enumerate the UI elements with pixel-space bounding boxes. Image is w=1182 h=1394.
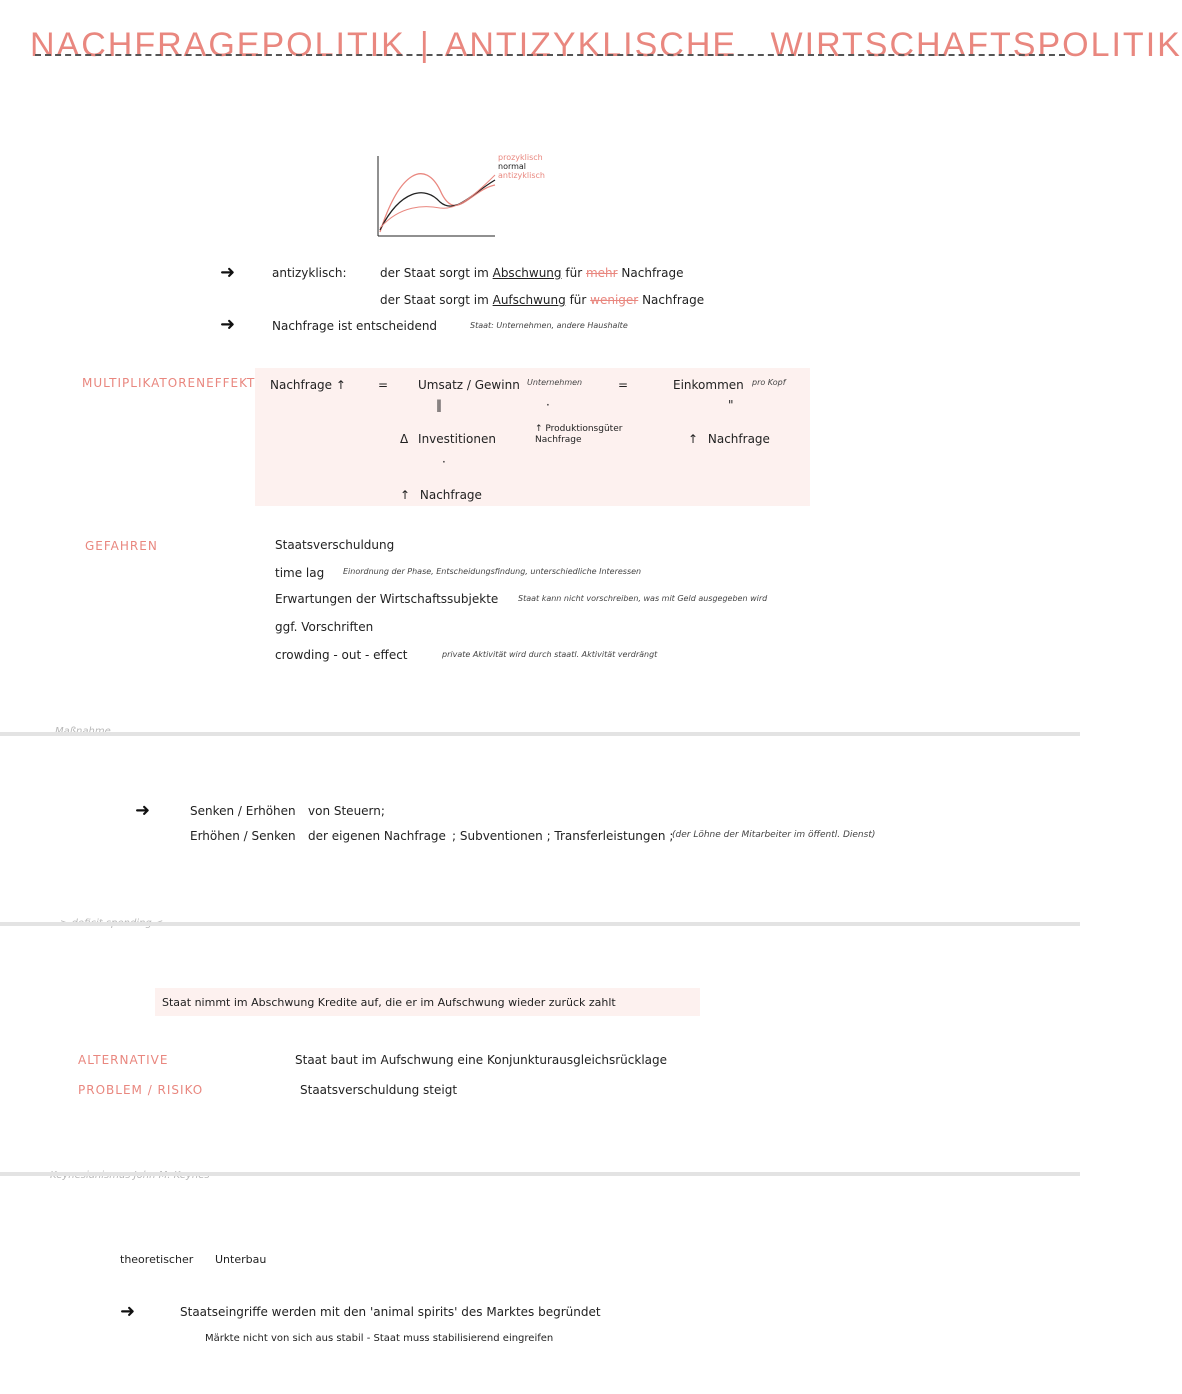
mult-nachfrage: Nachfrage ↑ — [270, 378, 346, 392]
gefahr-note: Einordnung der Phase, Entscheidungsfindung, unterschiedliche Interessen — [343, 567, 642, 576]
side-label-risiko: PROBLEM / RISIKO — [78, 1083, 204, 1097]
massnahme-row2-c: ; Subventionen ; Transferleistungen ; — [452, 829, 674, 843]
gefahr-item: Erwartungen der Wirtschaftssubjekte — [275, 592, 499, 606]
massnahme-row1-b: von Steuern; — [308, 804, 385, 818]
mult-einkommen: Einkommen — [673, 378, 744, 392]
side-label-alternative: ALTERNATIVE — [78, 1053, 169, 1067]
legend-antizyklisch: antizyklisch — [498, 171, 545, 180]
arrow-icon: ➜ — [220, 262, 236, 283]
side-label-gefahren: GEFAHREN — [85, 539, 158, 553]
alternative-text: Staat baut im Aufschwung eine Konjunkturausgleichsrücklage — [295, 1053, 668, 1067]
mult-nachfrage2: ↑ Nachfrage — [688, 432, 770, 446]
antizyklisch-label: antizyklisch: — [272, 266, 347, 280]
mult-unternehmen: Unternehmen — [527, 378, 583, 387]
mult-link-2: · — [546, 398, 550, 412]
mult-link-4: · — [442, 455, 446, 469]
deficit-text: Staat nimmt im Abschwung Kredite auf, die er im Aufschwung wieder zurück zahlt — [162, 996, 616, 1009]
massnahme-row1-a: Senken / Erhöhen — [190, 804, 296, 818]
risiko-text: Staatsverschuldung steigt — [300, 1083, 458, 1097]
curve-antizyklisch — [380, 175, 495, 228]
gefahr-item: time lag — [275, 566, 325, 580]
divider — [0, 1172, 1080, 1176]
divider — [0, 922, 1080, 926]
line-abschwung: der Staat sorgt im Abschwung für mehr Nachfrage — [380, 266, 684, 280]
mult-eq1: = — [378, 378, 389, 392]
title-mid: ANTIZYKLISCHE — [444, 26, 738, 64]
mult-invest: Δ Investitionen — [400, 432, 496, 446]
cycle-chart — [370, 150, 590, 240]
mult-link-3: " — [728, 398, 734, 412]
mult-link-1: ‖ — [436, 398, 442, 412]
line-aufschwung: der Staat sorgt im Aufschwung für weniger Nachfrage — [380, 293, 705, 307]
title-right: WIRTSCHAFTSPOLITIK — [770, 26, 1182, 64]
unterbau-label-2: Unterbau — [215, 1253, 267, 1266]
mult-eq2: = — [618, 378, 629, 392]
curve-prozyklisch — [380, 174, 495, 232]
mult-umsatz: Umsatz / Gewinn — [418, 378, 520, 392]
title-separator: | — [419, 26, 431, 64]
massnahme-row2-b: der eigenen Nachfrage — [308, 829, 446, 843]
gefahr-item: Staatsverschuldung — [275, 538, 395, 552]
divider — [0, 732, 1080, 736]
arrow-icon: ➜ — [120, 1301, 136, 1322]
keynes-line-2: Märkte nicht von sich aus stabil - Staat muss stabilisierend eingreifen — [205, 1333, 554, 1344]
mult-produktion: ↑ Produktionsgüter Nachfrage — [535, 424, 623, 445]
curve-normal — [380, 180, 495, 230]
title-underline — [35, 54, 1065, 56]
legend-prozyklisch: prozyklisch — [498, 153, 543, 162]
massnahme-row2-a: Erhöhen / Senken — [190, 829, 296, 843]
arrow-icon: ➜ — [220, 314, 236, 335]
massnahme-row2-d: (der Löhne der Mitarbeiter im öffentl. Dienst) — [672, 830, 876, 840]
gefahr-item: crowding - out - effect — [275, 648, 408, 662]
gefahr-note: private Aktivität wird durch staatl. Aktivität verdrängt — [442, 650, 658, 659]
legend-normal: normal — [498, 162, 527, 171]
side-label-multiplikator: MULTIPLIKATORENEFFEKT — [82, 376, 256, 390]
title-left: NACHFRAGEPOLITIK — [30, 26, 406, 64]
keynes-line-1: Staatseingriffe werden mit den 'animal spirits' des Marktes begründet — [180, 1305, 601, 1319]
page-title — [30, 26, 1182, 65]
unterbau-label-1: theoretischer — [120, 1253, 194, 1266]
nachfrage-entscheidend: Nachfrage ist entscheidend — [272, 319, 438, 333]
staat-note: Staat: Unternehmen, andere Haushalte — [470, 321, 628, 330]
mult-nachfrage3: ↑ Nachfrage — [400, 488, 482, 502]
arrow-icon: ➜ — [135, 800, 151, 821]
gefahr-note: Staat kann nicht vorschreiben, was mit Geld ausgegeben wird — [518, 594, 768, 603]
gefahr-item: ggf. Vorschriften — [275, 620, 374, 634]
mult-pro-kopf: pro Kopf — [752, 378, 786, 387]
